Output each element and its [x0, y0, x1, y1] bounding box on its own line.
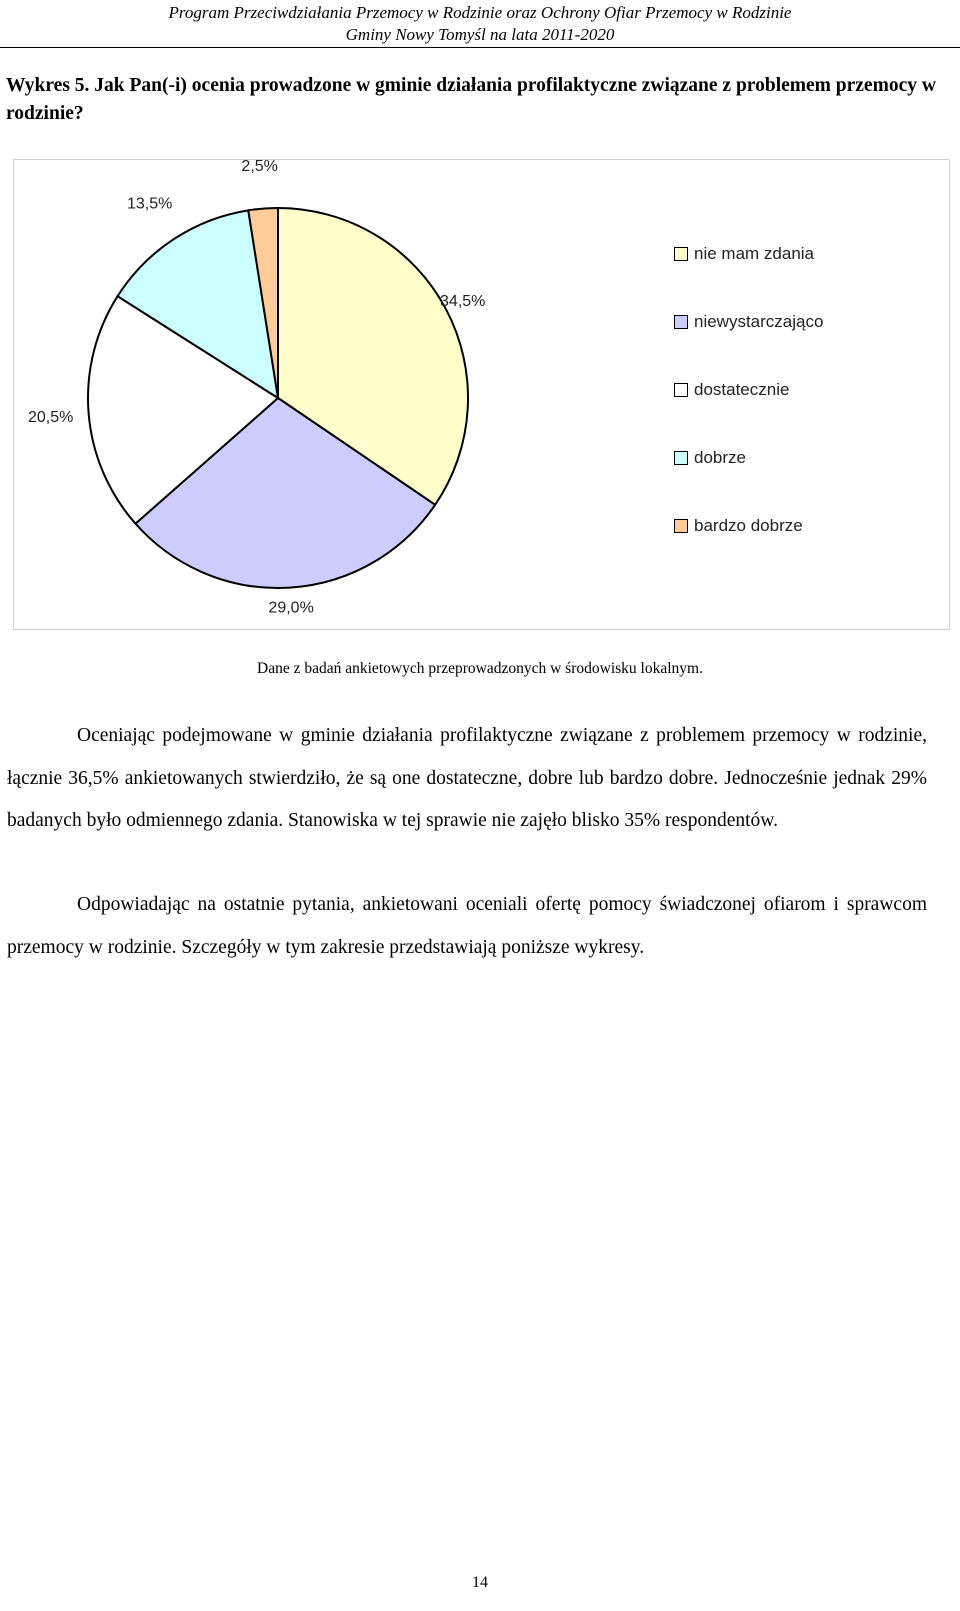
- pie-data-label-2: 20,5%: [28, 408, 74, 426]
- paragraph-2: [7, 884, 927, 969]
- pie-data-label-4: 2,5%: [241, 160, 278, 176]
- page-header: [0, 0, 960, 48]
- legend-swatch: [674, 315, 688, 329]
- paragraph-1-text: Oceniając podejmowane w gminie działania profilaktyczne związane z problemem przemocy w rodzinie, łącznie 36,5% ankietowanych stwierdziło, że są one dostateczne, dobre lub bardzo dobre. Jednocześnie jednak 29% badanych było odmiennego zdania. Stanowiska w tej sprawie nie zajęło blisko 35% respondentów.: [7, 725, 927, 831]
- pie-data-label-1: 29,0%: [268, 599, 314, 617]
- legend-item-dobrze: [674, 447, 746, 469]
- legend-label: dobrze: [694, 448, 746, 467]
- figure-caption: Wykres 5. Jak Pan(-i) ocenia prowadzone w gminie działania profilaktyczne związane z problemem przemocy w rodzinie?: [6, 75, 936, 124]
- chart-source-note: Dane z badań ankietowych przeprowadzonych w środowisku lokalnym.: [257, 660, 703, 677]
- pie-chart: [14, 160, 948, 628]
- legend-label: bardzo dobrze: [694, 516, 803, 535]
- legend-swatch: [674, 451, 688, 465]
- legend-swatch: [674, 383, 688, 397]
- legend-item-niewystarczajaco: [674, 311, 823, 333]
- header-line-2: Gminy Nowy Tomyśl na lata 2011-2020: [345, 25, 615, 44]
- legend-swatch: [674, 519, 688, 533]
- legend-label: dostatecznie: [694, 380, 790, 399]
- header-line-1: Program Przeciwdziałania Przemocy w Rodzinie oraz Ochrony Ofiar Przemocy w Rodzinie: [168, 3, 792, 22]
- legend-swatch: [674, 247, 688, 261]
- page-number: 14: [472, 1574, 488, 1591]
- pie-chart-area: [13, 159, 950, 630]
- legend-item-dostatecznie: [674, 379, 789, 401]
- legend-item-nie-mam-zdania: [674, 243, 814, 265]
- pie-data-label-3: 13,5%: [127, 195, 173, 213]
- legend-label: niewystarczająco: [694, 312, 824, 331]
- legend-label: nie mam zdania: [694, 244, 815, 263]
- paragraph-1: [7, 715, 927, 843]
- legend-item-bardzo-dobrze: [674, 515, 803, 537]
- paragraph-2-text: Odpowiadając na ostatnie pytania, ankietowani oceniali ofertę pomocy świadczonej ofiarom i sprawcom przemocy w rodzinie. Szczegóły w tym zakresie przedstawiają poniższe wykresy.: [7, 894, 927, 958]
- pie-data-label-0: 34,5%: [440, 293, 486, 311]
